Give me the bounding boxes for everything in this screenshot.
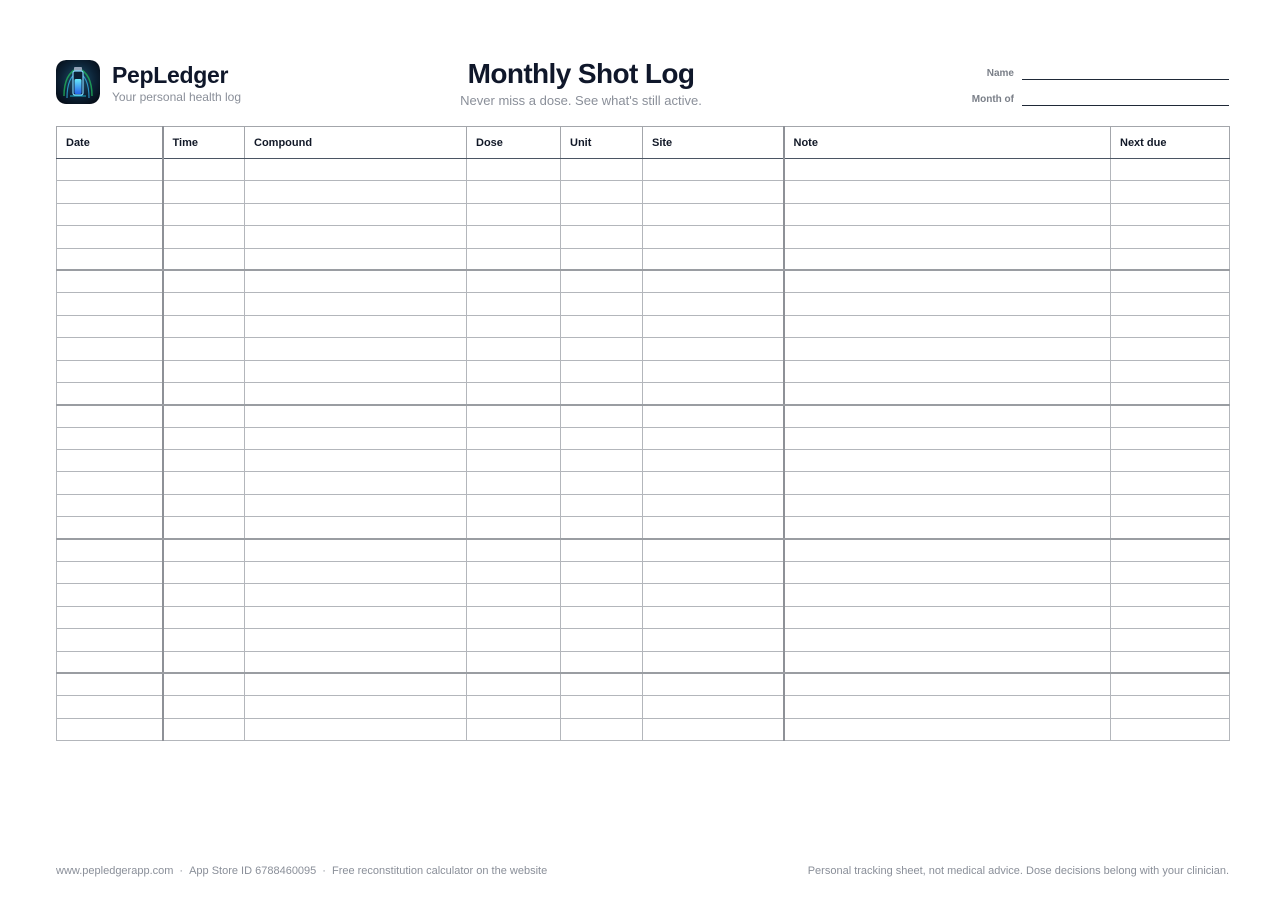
column-header-unit: Unit xyxy=(561,127,643,159)
table-cell[interactable] xyxy=(561,517,643,539)
table-cell[interactable] xyxy=(1111,315,1230,337)
header xyxy=(56,58,1229,110)
table-row xyxy=(57,718,1230,740)
table-cell[interactable] xyxy=(467,651,561,673)
table-cell[interactable] xyxy=(163,629,245,651)
table-cell[interactable] xyxy=(57,203,163,225)
table-cell[interactable] xyxy=(163,226,245,248)
shot-log-page xyxy=(56,0,1229,910)
table-cell[interactable] xyxy=(467,673,561,695)
table-cell[interactable] xyxy=(163,718,245,740)
table-row xyxy=(57,270,1230,292)
table-cell[interactable] xyxy=(561,696,643,718)
footer-app-store: App Store ID 6788460095 xyxy=(189,865,317,877)
table-row xyxy=(57,360,1230,382)
table-cell[interactable] xyxy=(643,539,784,561)
table-cell[interactable] xyxy=(57,226,163,248)
table-cell[interactable] xyxy=(784,651,1111,673)
column-header-site: Site xyxy=(643,127,784,159)
table-cell[interactable] xyxy=(245,315,467,337)
name-field-row xyxy=(949,66,1229,80)
table-cell[interactable] xyxy=(57,718,163,740)
footer-website[interactable]: www.pepledgerapp.com xyxy=(56,865,174,877)
table-cell[interactable] xyxy=(245,651,467,673)
table-cell[interactable] xyxy=(467,159,561,181)
table-cell[interactable] xyxy=(1111,517,1230,539)
table-cell[interactable] xyxy=(57,584,163,606)
table-cell[interactable] xyxy=(561,472,643,494)
table-cell[interactable] xyxy=(643,338,784,360)
table-cell[interactable] xyxy=(561,338,643,360)
table-cell[interactable] xyxy=(1111,539,1230,561)
table-cell[interactable] xyxy=(784,539,1111,561)
table-cell[interactable] xyxy=(643,248,784,270)
table-cell[interactable] xyxy=(643,159,784,181)
table-cell[interactable] xyxy=(561,360,643,382)
table-cell[interactable] xyxy=(163,472,245,494)
table-cell[interactable] xyxy=(1111,673,1230,695)
table-cell[interactable] xyxy=(467,203,561,225)
table-cell[interactable] xyxy=(784,270,1111,292)
table-row xyxy=(57,494,1230,516)
table-cell[interactable] xyxy=(163,382,245,404)
table-cell[interactable] xyxy=(245,673,467,695)
table-row xyxy=(57,606,1230,628)
table-cell[interactable] xyxy=(245,338,467,360)
footer-separator: · xyxy=(322,865,326,877)
table-row xyxy=(57,226,1230,248)
table-cell[interactable] xyxy=(57,338,163,360)
table-cell[interactable] xyxy=(467,584,561,606)
table-cell[interactable] xyxy=(561,673,643,695)
table-cell[interactable] xyxy=(561,584,643,606)
table-cell[interactable] xyxy=(245,629,467,651)
table-cell[interactable] xyxy=(643,472,784,494)
table-cell[interactable] xyxy=(1111,181,1230,203)
table-cell[interactable] xyxy=(1111,629,1230,651)
table-cell[interactable] xyxy=(163,360,245,382)
table-cell[interactable] xyxy=(643,293,784,315)
vial-icon xyxy=(56,60,100,104)
table-cell[interactable] xyxy=(784,159,1111,181)
table-cell[interactable] xyxy=(467,494,561,516)
table-cell[interactable] xyxy=(467,450,561,472)
table-cell[interactable] xyxy=(784,472,1111,494)
table-cell[interactable] xyxy=(1111,718,1230,740)
table-cell[interactable] xyxy=(57,494,163,516)
table-cell[interactable] xyxy=(57,651,163,673)
table-cell[interactable] xyxy=(57,673,163,695)
table-cell[interactable] xyxy=(1111,159,1230,181)
table-cell[interactable] xyxy=(643,696,784,718)
table-cell[interactable] xyxy=(245,270,467,292)
table-row xyxy=(57,539,1230,561)
table-cell[interactable] xyxy=(784,405,1111,427)
table-cell[interactable] xyxy=(57,315,163,337)
table-cell[interactable] xyxy=(561,293,643,315)
table-cell[interactable] xyxy=(1111,651,1230,673)
table-row xyxy=(57,248,1230,270)
table-cell[interactable] xyxy=(1111,248,1230,270)
table-cell[interactable] xyxy=(163,539,245,561)
table-cell[interactable] xyxy=(561,539,643,561)
table-cell[interactable] xyxy=(467,517,561,539)
table-cell[interactable] xyxy=(163,494,245,516)
column-header-next-due: Next due xyxy=(1111,127,1230,159)
table-body xyxy=(57,159,1230,741)
title-block xyxy=(396,58,766,109)
table-cell[interactable] xyxy=(467,629,561,651)
table-cell[interactable] xyxy=(57,517,163,539)
table-cell[interactable] xyxy=(643,629,784,651)
table-cell[interactable] xyxy=(561,427,643,449)
table-cell[interactable] xyxy=(163,293,245,315)
header-fields xyxy=(949,66,1229,118)
table-cell[interactable] xyxy=(561,181,643,203)
table-cell[interactable] xyxy=(245,562,467,584)
table-cell[interactable] xyxy=(784,293,1111,315)
table-cell[interactable] xyxy=(561,203,643,225)
table-cell[interactable] xyxy=(1111,562,1230,584)
table-row xyxy=(57,696,1230,718)
table-cell[interactable] xyxy=(467,181,561,203)
table-cell[interactable] xyxy=(784,315,1111,337)
table-cell[interactable] xyxy=(163,270,245,292)
table-cell[interactable] xyxy=(1111,606,1230,628)
column-header-date: Date xyxy=(57,127,163,159)
table-cell[interactable] xyxy=(163,584,245,606)
table-cell[interactable] xyxy=(163,338,245,360)
table-cell[interactable] xyxy=(561,270,643,292)
table-cell[interactable] xyxy=(467,315,561,337)
table-cell[interactable] xyxy=(163,562,245,584)
table-cell[interactable] xyxy=(643,315,784,337)
table-cell[interactable] xyxy=(57,293,163,315)
table-cell[interactable] xyxy=(561,606,643,628)
table-cell[interactable] xyxy=(561,629,643,651)
table-cell[interactable] xyxy=(1111,450,1230,472)
table-cell[interactable] xyxy=(643,360,784,382)
table-cell[interactable] xyxy=(163,651,245,673)
table-cell[interactable] xyxy=(245,494,467,516)
table-cell[interactable] xyxy=(561,315,643,337)
brand xyxy=(56,60,241,104)
table-cell[interactable] xyxy=(245,718,467,740)
table-cell[interactable] xyxy=(163,427,245,449)
table-cell[interactable] xyxy=(245,159,467,181)
table-cell[interactable] xyxy=(57,181,163,203)
table-cell[interactable] xyxy=(784,203,1111,225)
table-cell[interactable] xyxy=(784,382,1111,404)
table-row xyxy=(57,673,1230,695)
table-cell[interactable] xyxy=(561,248,643,270)
table-cell[interactable] xyxy=(784,606,1111,628)
table-cell[interactable] xyxy=(643,494,784,516)
brand-name: PepLedger xyxy=(112,62,229,88)
table-cell[interactable] xyxy=(1111,203,1230,225)
table-cell[interactable] xyxy=(1111,226,1230,248)
table-cell[interactable] xyxy=(163,315,245,337)
table-cell[interactable] xyxy=(467,472,561,494)
table-cell[interactable] xyxy=(57,159,163,181)
table-cell[interactable] xyxy=(57,629,163,651)
table-cell[interactable] xyxy=(643,203,784,225)
table-row xyxy=(57,584,1230,606)
table-cell[interactable] xyxy=(163,517,245,539)
table-row xyxy=(57,203,1230,225)
table-cell[interactable] xyxy=(643,382,784,404)
table-cell[interactable] xyxy=(57,696,163,718)
table-cell[interactable] xyxy=(784,494,1111,516)
table-cell[interactable] xyxy=(1111,472,1230,494)
table-row xyxy=(57,159,1230,181)
table-row xyxy=(57,382,1230,404)
table-cell[interactable] xyxy=(245,203,467,225)
table-cell[interactable] xyxy=(57,450,163,472)
table-row xyxy=(57,629,1230,651)
month-label: Month of xyxy=(971,94,1014,105)
table-cell[interactable] xyxy=(561,450,643,472)
table-cell[interactable] xyxy=(467,539,561,561)
table-row xyxy=(57,338,1230,360)
table-cell[interactable] xyxy=(784,338,1111,360)
brand-tagline: Your personal health log xyxy=(112,90,241,104)
table-cell[interactable] xyxy=(784,360,1111,382)
table-cell[interactable] xyxy=(57,360,163,382)
table-row xyxy=(57,651,1230,673)
table-cell[interactable] xyxy=(57,405,163,427)
table-cell[interactable] xyxy=(784,562,1111,584)
table-cell[interactable] xyxy=(467,427,561,449)
table-cell[interactable] xyxy=(784,696,1111,718)
column-header-time: Time xyxy=(163,127,245,159)
table-cell[interactable] xyxy=(245,606,467,628)
table-cell[interactable] xyxy=(57,427,163,449)
table-cell[interactable] xyxy=(561,226,643,248)
table-cell[interactable] xyxy=(163,159,245,181)
table-cell[interactable] xyxy=(784,226,1111,248)
table-cell[interactable] xyxy=(467,270,561,292)
table-row xyxy=(57,405,1230,427)
table-cell[interactable] xyxy=(1111,427,1230,449)
table-cell[interactable] xyxy=(467,718,561,740)
table-cell[interactable] xyxy=(643,427,784,449)
month-field[interactable] xyxy=(1022,93,1229,106)
table-cell[interactable] xyxy=(467,360,561,382)
table-cell[interactable] xyxy=(57,382,163,404)
table-row xyxy=(57,450,1230,472)
table-cell[interactable] xyxy=(643,181,784,203)
table-cell[interactable] xyxy=(163,696,245,718)
page-subtitle: Never miss a dose. See what's still active. xyxy=(460,93,702,108)
page-title: Monthly Shot Log xyxy=(467,58,695,89)
table-cell[interactable] xyxy=(467,562,561,584)
table-cell[interactable] xyxy=(245,427,467,449)
table-cell[interactable] xyxy=(561,562,643,584)
table-cell[interactable] xyxy=(467,606,561,628)
table-cell[interactable] xyxy=(643,606,784,628)
table-cell[interactable] xyxy=(467,338,561,360)
table-cell[interactable] xyxy=(163,673,245,695)
shot-log-table xyxy=(56,126,1230,741)
column-header-compound: Compound xyxy=(245,127,467,159)
table-cell[interactable] xyxy=(467,226,561,248)
table-cell[interactable] xyxy=(57,248,163,270)
table-cell[interactable] xyxy=(1111,382,1230,404)
table-cell[interactable] xyxy=(245,696,467,718)
table-cell[interactable] xyxy=(467,382,561,404)
table-cell[interactable] xyxy=(245,472,467,494)
table-cell[interactable] xyxy=(1111,270,1230,292)
table-cell[interactable] xyxy=(245,382,467,404)
column-header-note: Note xyxy=(784,127,1111,159)
table-row xyxy=(57,517,1230,539)
table-cell[interactable] xyxy=(784,584,1111,606)
table-cell[interactable] xyxy=(643,562,784,584)
table-cell[interactable] xyxy=(643,405,784,427)
table-cell[interactable] xyxy=(57,562,163,584)
column-header-dose: Dose xyxy=(467,127,561,159)
table-cell[interactable] xyxy=(163,405,245,427)
table-cell[interactable] xyxy=(467,405,561,427)
table-cell[interactable] xyxy=(643,450,784,472)
table-cell[interactable] xyxy=(245,248,467,270)
table-cell[interactable] xyxy=(163,450,245,472)
table-cell[interactable] xyxy=(1111,584,1230,606)
table-row xyxy=(57,472,1230,494)
table-cell[interactable] xyxy=(561,382,643,404)
table-row xyxy=(57,427,1230,449)
table-cell[interactable] xyxy=(643,718,784,740)
table-cell[interactable] xyxy=(57,606,163,628)
table-cell[interactable] xyxy=(643,584,784,606)
table-cell[interactable] xyxy=(784,517,1111,539)
table-cell[interactable] xyxy=(245,539,467,561)
table-cell[interactable] xyxy=(643,673,784,695)
table-cell[interactable] xyxy=(784,427,1111,449)
table-cell[interactable] xyxy=(57,472,163,494)
table-cell[interactable] xyxy=(561,159,643,181)
name-label: Name xyxy=(986,68,1014,79)
table-cell[interactable] xyxy=(643,226,784,248)
table-row xyxy=(57,181,1230,203)
table-cell[interactable] xyxy=(245,584,467,606)
table-cell[interactable] xyxy=(643,270,784,292)
table-cell[interactable] xyxy=(245,226,467,248)
table-cell[interactable] xyxy=(245,181,467,203)
table-cell[interactable] xyxy=(163,606,245,628)
table-cell[interactable] xyxy=(643,651,784,673)
table-cell[interactable] xyxy=(784,450,1111,472)
footer-calculator: Free reconstitution calculator on the website xyxy=(331,865,548,877)
table-cell[interactable] xyxy=(643,517,784,539)
table-cell[interactable] xyxy=(245,360,467,382)
table-cell[interactable] xyxy=(561,651,643,673)
table-cell[interactable] xyxy=(1111,360,1230,382)
table-cell[interactable] xyxy=(784,248,1111,270)
table-row xyxy=(57,562,1230,584)
footer-separator: · xyxy=(179,865,184,877)
table-cell[interactable] xyxy=(57,270,163,292)
table-header-row xyxy=(57,127,1230,159)
table-cell[interactable] xyxy=(561,494,643,516)
table-cell[interactable] xyxy=(784,673,1111,695)
table-cell[interactable] xyxy=(163,203,245,225)
table-cell[interactable] xyxy=(467,248,561,270)
table-cell[interactable] xyxy=(245,405,467,427)
name-field[interactable] xyxy=(1022,67,1229,80)
footer-left xyxy=(56,864,547,878)
table-cell[interactable] xyxy=(1111,338,1230,360)
table-row xyxy=(57,315,1230,337)
table-cell[interactable] xyxy=(1111,405,1230,427)
table-cell[interactable] xyxy=(784,629,1111,651)
table-cell[interactable] xyxy=(1111,696,1230,718)
table-cell[interactable] xyxy=(467,293,561,315)
table-cell[interactable] xyxy=(163,181,245,203)
table-cell[interactable] xyxy=(245,517,467,539)
table-cell[interactable] xyxy=(57,539,163,561)
table-cell[interactable] xyxy=(784,718,1111,740)
table-cell[interactable] xyxy=(1111,293,1230,315)
footer-disclaimer: Personal tracking sheet, not medical advice. Dose decisions belong with your clinician. xyxy=(807,865,1229,877)
table-cell[interactable] xyxy=(784,181,1111,203)
table-row xyxy=(57,293,1230,315)
table-cell[interactable] xyxy=(245,293,467,315)
table-cell[interactable] xyxy=(1111,494,1230,516)
table-cell[interactable] xyxy=(163,248,245,270)
month-field-row xyxy=(949,92,1229,106)
table-cell[interactable] xyxy=(561,718,643,740)
table-cell[interactable] xyxy=(467,696,561,718)
table-cell[interactable] xyxy=(561,405,643,427)
table-cell[interactable] xyxy=(245,450,467,472)
